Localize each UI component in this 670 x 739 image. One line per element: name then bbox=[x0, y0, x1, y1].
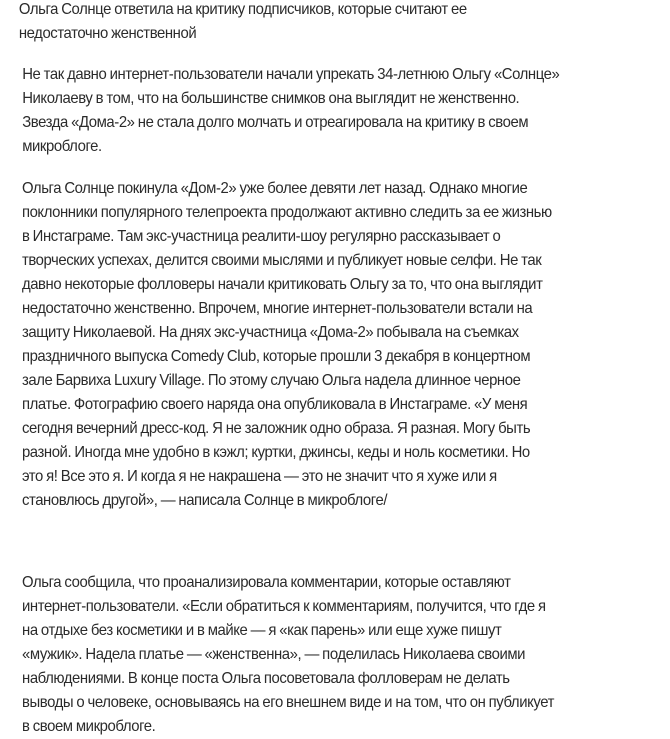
paragraph-line: Звезда «Дома-2» не стала долго молчать и отреагировала на критику в своем bbox=[22, 114, 529, 131]
paragraph-line: наблюдениями. В конце поста Ольга посоветовала фолловерам не делать bbox=[22, 670, 510, 687]
title-line: недостаточно женственной bbox=[18, 25, 197, 42]
paragraph-line: выводы о человеке, основываясь на его внешнем виде и на том, что он публикует bbox=[22, 694, 554, 711]
paragraph-line: Ольга Солнце покинула «Дом-2» уже более девяти лет назад. Однако многие bbox=[21, 180, 528, 197]
paragraph-body bbox=[22, 177, 552, 513]
paragraph-line: разной. Иногда мне удобно в кэжл; куртки, джинсы, кеды и ноль косметики. Но bbox=[21, 444, 530, 461]
paragraph-line: недостаточно женственно. Впрочем, многие интернет-пользователи встали на bbox=[21, 300, 533, 317]
paragraph-line: это я! Все это я. И когда я не накрашена — это не значит что я хуже или я bbox=[21, 468, 497, 485]
paragraph-line: интернет-пользователи. «Если обратиться к комментариям, получится, что где я bbox=[22, 598, 546, 615]
paragraph-line: зале Барвиха Luxury Village. По этому случаю Ольга надела длинное черное bbox=[21, 372, 521, 389]
paragraph-line: микроблоге. bbox=[22, 138, 102, 155]
article-title bbox=[19, 0, 467, 46]
paragraph-line: праздничного выпуска Comedy Club, которые прошли 3 декабря в концертном bbox=[21, 348, 531, 365]
paragraph-intro bbox=[22, 63, 559, 159]
paragraph-line: защиту Николаевой. На днях экс-участница «Дома-2» побывала на съемках bbox=[21, 324, 519, 341]
title-line: Ольга Солнце ответила на критику подписчиков, которые считают ее bbox=[18, 1, 467, 18]
paragraph-line: поклонники популярного телепроекта продолжают активно следить за ее жизнью bbox=[21, 204, 552, 221]
paragraph-line: «мужик». Надела платье — «женственна», — поделилась Николаева своими bbox=[22, 646, 526, 663]
paragraph-line: на отдыхе без косметики и в майке — я «как парень» или еще хуже пишут bbox=[22, 622, 502, 639]
paragraph-line: Не так давно интернет-пользователи начали упрекать 34-летнюю Ольгу «Солнце» bbox=[22, 66, 560, 83]
paragraph-line: творческих успехах, делится своими мыслями и публикует новые селфи. Не так bbox=[21, 252, 542, 269]
paragraph-line: в Инстаграме. Там экс-участница реалити-шоу регулярно рассказывает о bbox=[21, 228, 501, 245]
paragraph-conclusion bbox=[22, 571, 554, 739]
paragraph-line: давно некоторые фолловеры начали критиковать Ольгу за то, что она выглядит bbox=[21, 276, 543, 293]
paragraph-line: Николаеву в том, что на большинстве снимков она выглядит не женственно. bbox=[22, 90, 520, 107]
paragraph-line: становлюсь другой», — написала Солнце в микроблоге/ bbox=[21, 492, 388, 509]
paragraph-line: в своем микроблоге. bbox=[22, 718, 156, 735]
paragraph-line: платье. Фотографию своего наряда она опубликовала в Инстаграме. «У меня bbox=[21, 396, 528, 413]
paragraph-line: Ольга сообщила, что проанализировала комментарии, которые оставляют bbox=[22, 574, 511, 591]
paragraph-line: сегодня вечерний дресс-код. Я не заложник одно образа. Я разная. Могу быть bbox=[21, 420, 531, 437]
